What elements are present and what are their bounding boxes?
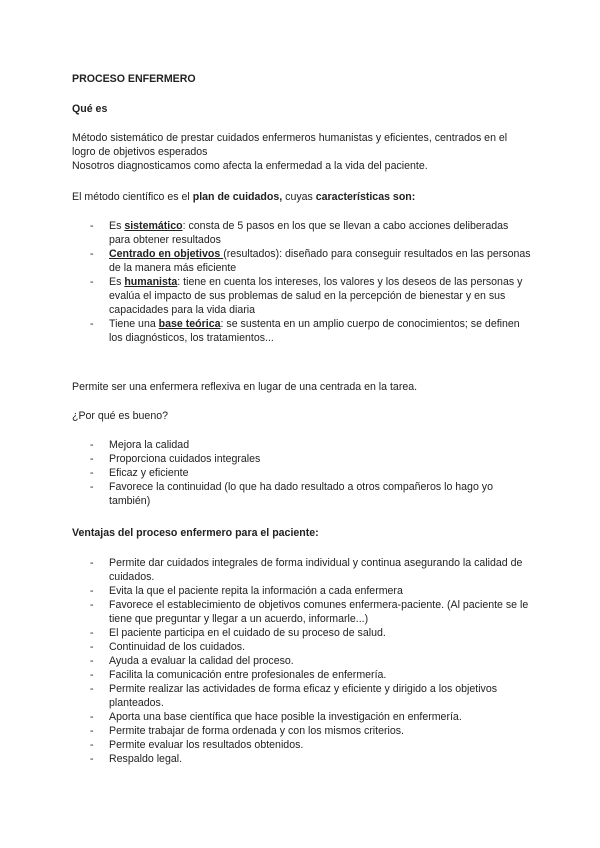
list-item: - Permite trabajar de forma ordenada y con los mismos criterios. — [72, 724, 532, 738]
list-item: - Tiene una base teórica: se sustenta en un amplio cuerpo de conocimientos; se definen los diagnósticos, los tratamientos... — [72, 317, 532, 345]
ventajas-list — [72, 556, 532, 766]
list-item: - Respaldo legal. — [72, 752, 532, 766]
que-es-heading: Qué es — [72, 103, 108, 115]
metodo-paragraph — [72, 190, 532, 204]
term-humanista: humanista — [124, 276, 178, 288]
list-item: - Favorece el establecimiento de objetivos comunes enfermera-paciente. (Al paciente se le tiene que preguntar y llegar a un acuerdo, informarle...) — [72, 598, 532, 626]
list-item: - Aporta una base científica que hace posible la investigación en enfermería. — [72, 710, 532, 724]
list-item: - Ayuda a evaluar la calidad del proceso. — [72, 654, 532, 668]
list-item: - Continuidad de los cuidados. — [72, 640, 532, 654]
term-centrado-en-objetivos: Centrado en objetivos — [109, 248, 224, 260]
que-es-definition — [72, 131, 532, 173]
por-que-list — [72, 438, 532, 508]
plan-de-cuidados: plan de cuidados, — [192, 191, 283, 203]
por-que-heading: ¿Por qué es bueno? — [72, 410, 169, 422]
characteristics-list — [72, 219, 532, 345]
document-title: PROCESO ENFERMERO — [72, 73, 196, 85]
list-item: - Eficaz y eficiente — [72, 466, 532, 480]
list-item: - Permite evaluar los resultados obtenidos. — [72, 738, 532, 752]
list-item: - Es sistemático: consta de 5 pasos en los que se llevan a cabo acciones deliberadas para obtener resultados — [72, 219, 532, 247]
ventajas-heading: Ventajas del proceso enfermero para el paciente: — [72, 527, 319, 539]
reflexiva-paragraph: Permite ser una enfermera reflexiva en lugar de una centrada en la tarea. — [72, 381, 418, 393]
list-item: - Proporciona cuidados integrales — [72, 452, 532, 466]
list-item: - Permite dar cuidados integrales de forma individual y continua asegurando la calidad de cuidados. — [72, 556, 532, 584]
list-item: - Es humanista: tiene en cuenta los intereses, los valores y los deseos de las personas y evalúa el impacto de sus problemas de salud en la percepción de bienestar y en sus capacidades para la vida diaria — [72, 275, 532, 317]
list-item: - Permite realizar las actividades de forma eficaz y eficiente y dirigido a los objetivos planteados. — [72, 682, 532, 710]
list-item: - Facilita la comunicación entre profesionales de enfermería. — [72, 668, 532, 682]
caracteristicas-label: características son: — [315, 191, 416, 203]
list-item: - Mejora la calidad — [72, 438, 532, 452]
metodo-pre: El método científico es el — [72, 191, 193, 203]
term-sistematico: sistemático — [124, 220, 183, 232]
list-item: - Centrado en objetivos (resultados): diseñado para conseguir resultados en las personas de la manera más eficiente — [72, 247, 532, 275]
definition-paragraph: Método sistemático de prestar cuidados enfermeros humanistas y eficientes, centrados en el logro de objetivos esperados — [72, 132, 508, 158]
term-base-teorica: base teórica — [158, 318, 221, 330]
list-item: - Evita la que el paciente repita la información a cada enfermera — [72, 584, 532, 598]
list-item: - El paciente participa en el cuidado de su proceso de salud. — [72, 626, 532, 640]
diagnosis-paragraph: Nosotros diagnosticamos como afecta la enfermedad a la vida del paciente. — [72, 160, 428, 172]
metodo-mid: cuyas — [282, 191, 316, 203]
list-item: - Favorece la continuidad (lo que ha dado resultado a otros compañeros lo hago yo también) — [72, 480, 532, 508]
